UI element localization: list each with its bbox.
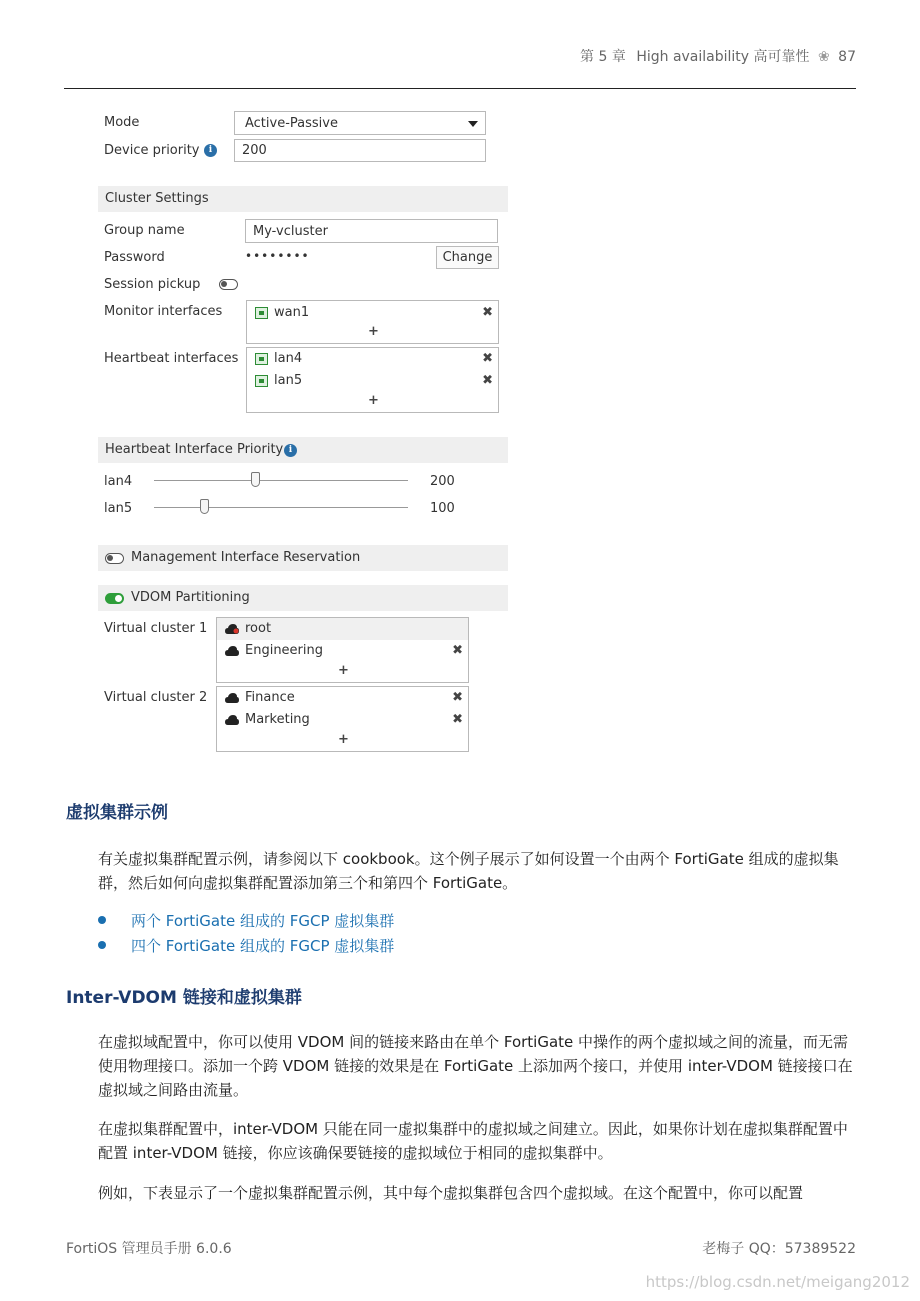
header-rule bbox=[64, 88, 856, 89]
password-value: •••••••• bbox=[245, 249, 310, 263]
monitor-interfaces-list bbox=[246, 300, 499, 344]
section-heading-inter-vdom: Inter-VDOM 链接和虚拟集群 bbox=[66, 988, 302, 1008]
chapter-title: High availability 高可靠性 bbox=[636, 49, 810, 65]
cluster-settings-section bbox=[98, 186, 508, 212]
heartbeat-interfaces-list bbox=[246, 347, 499, 413]
remove-engineering-button[interactable]: ✖ bbox=[452, 643, 463, 658]
add-vdom-cluster-1-button[interactable]: + bbox=[338, 663, 349, 678]
change-password-button[interactable]: Change bbox=[436, 246, 499, 269]
vdom-cloud-icon bbox=[225, 693, 239, 703]
monitor-interface-wan1: wan1 bbox=[274, 305, 310, 320]
priority-lan5-slider[interactable] bbox=[154, 507, 408, 508]
page-header bbox=[580, 46, 856, 66]
section2-paragraph-2: 在虚拟集群配置中，inter-VDOM 只能在同一虚拟集群中的虚拟域之间建立。因此，如果你计划在虚拟集群配置中配置 inter-VDOM 链接，你应该确保要链接的虚拟域位于相同的虚拟集群中。 bbox=[98, 1120, 848, 1162]
vdom-partitioning-toggle[interactable] bbox=[105, 593, 124, 604]
link-label[interactable]: 四个 FortiGate 组成的 FGCP 虚拟集群 bbox=[131, 937, 395, 955]
mode-label: Mode bbox=[104, 115, 140, 130]
interface-port-icon bbox=[255, 307, 268, 319]
remove-lan5-button[interactable]: ✖ bbox=[482, 373, 493, 388]
footer-author: 老梅子 QQ：57389522 bbox=[702, 1241, 856, 1257]
interface-port-icon bbox=[255, 375, 268, 387]
remove-wan1-button[interactable]: ✖ bbox=[482, 305, 493, 320]
session-pickup-label: Session pickup bbox=[104, 277, 201, 292]
priority-lan4-value: 200 bbox=[430, 474, 455, 489]
priority-lan4-slider[interactable] bbox=[154, 480, 408, 481]
add-heartbeat-interface-button[interactable]: + bbox=[368, 393, 379, 408]
info-icon[interactable]: i bbox=[204, 144, 217, 157]
vdom-marketing: Marketing bbox=[245, 712, 310, 727]
vdom-partitioning-section bbox=[98, 585, 508, 611]
section-heading-virtual-cluster-example: 虚拟集群示例 bbox=[66, 803, 168, 823]
remove-marketing-button[interactable]: ✖ bbox=[452, 712, 463, 727]
vdom-cloud-icon bbox=[225, 646, 239, 656]
watermark: https://blog.csdn.net/meigang2012 bbox=[645, 1273, 910, 1291]
virtual-cluster-2-label: Virtual cluster 2 bbox=[104, 690, 208, 705]
heartbeat-priority-section bbox=[98, 437, 508, 463]
priority-lan4-label: lan4 bbox=[104, 474, 133, 489]
mode-value: Active-Passive bbox=[245, 116, 338, 131]
vdom-cloud-icon bbox=[225, 624, 239, 634]
add-monitor-interface-button[interactable]: + bbox=[368, 324, 379, 339]
section2-paragraph-3: 例如，下表显示了一个虚拟集群配置示例，其中每个虚拟集群包含四个虚拟域。在这个配置中，你可以配置 bbox=[98, 1184, 804, 1202]
mode-select[interactable] bbox=[234, 111, 486, 135]
heartbeat-priority-heading: Heartbeat Interface Priority bbox=[105, 442, 284, 457]
interface-port-icon bbox=[255, 353, 268, 365]
remove-lan4-button[interactable]: ✖ bbox=[482, 351, 493, 366]
ha-settings-screenshot bbox=[98, 104, 508, 760]
heartbeat-interface-lan5: lan5 bbox=[274, 373, 303, 388]
add-vdom-cluster-2-button[interactable]: + bbox=[338, 732, 349, 747]
priority-lan5-slider-thumb[interactable] bbox=[200, 499, 209, 514]
page-number: 87 bbox=[838, 49, 856, 65]
bullet-icon bbox=[98, 941, 106, 949]
password-label: Password bbox=[104, 250, 165, 265]
chapter-label: 第 5 章 bbox=[580, 49, 626, 65]
priority-lan5-label: lan5 bbox=[104, 501, 133, 516]
vdom-root: root bbox=[245, 621, 272, 636]
group-name-value: My-vcluster bbox=[253, 224, 328, 239]
link-label[interactable]: 两个 FortiGate 组成的 FGCP 虚拟集群 bbox=[131, 912, 395, 930]
group-name-label: Group name bbox=[104, 223, 185, 238]
ornament-icon: ❀ bbox=[817, 49, 830, 65]
chevron-down-icon bbox=[468, 121, 478, 127]
priority-lan4-slider-thumb[interactable] bbox=[251, 472, 260, 487]
device-priority-input[interactable] bbox=[234, 139, 486, 162]
heartbeat-interfaces-label: Heartbeat interfaces bbox=[104, 351, 239, 366]
virtual-cluster-1-label: Virtual cluster 1 bbox=[104, 621, 208, 636]
vdom-partitioning-label: VDOM Partitioning bbox=[131, 590, 250, 605]
priority-lan5-value: 100 bbox=[430, 501, 455, 516]
mgmt-reservation-toggle[interactable] bbox=[105, 553, 124, 564]
device-priority-label: Device priority bbox=[104, 143, 200, 158]
footer-manual-title: FortiOS 管理员手册 6.0.6 bbox=[66, 1241, 232, 1257]
info-icon[interactable]: i bbox=[284, 444, 297, 457]
vdom-engineering: Engineering bbox=[245, 643, 323, 658]
section1-paragraph: 有关虚拟集群配置示例，请参阅以下 cookbook。这个例子展示了如何设置一个由两个 FortiGate 组成的虚拟集群，然后如何向虚拟集群配置添加第三个和第四个 FortiGate。 bbox=[98, 850, 839, 892]
heartbeat-interface-lan4: lan4 bbox=[274, 351, 303, 366]
remove-finance-button[interactable]: ✖ bbox=[452, 690, 463, 705]
virtual-cluster-2-list bbox=[216, 686, 469, 752]
virtual-cluster-1-list bbox=[216, 617, 469, 683]
monitor-interfaces-label: Monitor interfaces bbox=[104, 304, 223, 319]
group-name-input[interactable] bbox=[245, 219, 498, 243]
vdom-cloud-icon bbox=[225, 715, 239, 725]
mgmt-reservation-section bbox=[98, 545, 508, 571]
mgmt-reservation-label: Management Interface Reservation bbox=[131, 550, 361, 565]
section2-paragraph-1: 在虚拟域配置中，你可以使用 VDOM 间的链接来路由在单个 FortiGate 中操作的两个虚拟域之间的流量，而无需使用物理接口。添加一个跨 VDOM 链接的效果是在 FortiGate 上添加两个接口，并使用 inter-VDOM 链接接口在虚拟域之间路由流量。 bbox=[98, 1033, 853, 1099]
vdom-finance: Finance bbox=[245, 690, 295, 705]
bullet-icon bbox=[98, 916, 106, 924]
cluster-settings-heading: Cluster Settings bbox=[105, 191, 209, 206]
session-pickup-toggle[interactable] bbox=[219, 279, 238, 290]
device-priority-value: 200 bbox=[242, 143, 267, 158]
